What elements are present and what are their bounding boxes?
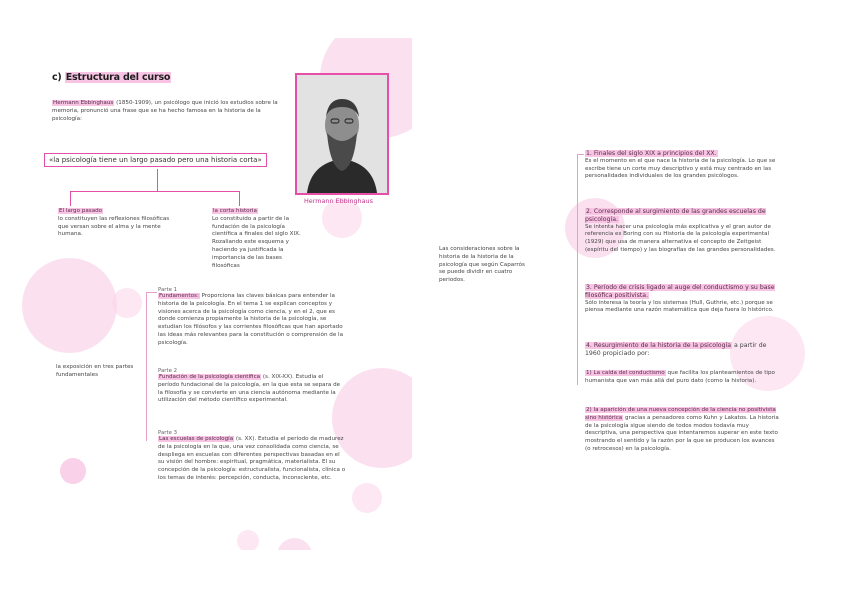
- part-3: [158, 430, 346, 483]
- short-history-block: [212, 208, 302, 270]
- connector-horizontal: [70, 191, 240, 192]
- period-3-text: Sólo interesa la teoría y los sistemas (Hull, Guthrie, etc.) porque se piensa mediante una razón matemática que deja fuera lo histórico.: [585, 299, 774, 314]
- decor-circle: [112, 288, 142, 318]
- short-history-text: Lo constituido a partir de la fundación de la psicología científica a finales del siglo XIX. Rozaliando este esquema y haciendo ya justificada la importancia de las bases filosóficas: [212, 215, 301, 269]
- part-3-label: Parte 3: [158, 430, 178, 436]
- factor-1-body: [585, 370, 781, 386]
- part-2-body: [158, 374, 346, 405]
- intro-paragraph: [52, 100, 290, 123]
- title-prefix: c): [52, 72, 62, 83]
- period-2-head: 2. Corresponde al surgimiento de las grandes escuelas de psicología.: [585, 208, 766, 223]
- part-3-head: Las escuelas de psicología: [159, 436, 234, 442]
- decor-circle: [237, 530, 259, 550]
- part-2-label: Parte 2: [158, 368, 178, 374]
- connector-right: [239, 191, 240, 206]
- part-1-label: Parte 1: [158, 287, 178, 293]
- decor-circle: [352, 483, 382, 513]
- decor-circle: [277, 538, 312, 550]
- parts-label: la exposición en tres partes fundamentales: [56, 364, 134, 378]
- connector-left: [70, 191, 71, 206]
- factor-2-text: gracias a pensadores como Kuhn y Lakatos. La historia de la psicología sigue siendo de todos modos todavía muy descriptiva, una perspectiva que intentaremos superar en este texto mostrando el sentido y la razón por la que se producen los avances (o retrocesos) en la psicología.: [585, 414, 779, 452]
- period-2-text: Se intenta hacer una psicología más explicativa y el gran autor de referencia es Boring con su Historia de la psicología experimental (1929) que usa de manera alternativa el concepto de Zeitgeist (espíritu del tiempo) y las biografías de las grandes personalidades.: [585, 223, 776, 253]
- period-1-text: Es el momento en el que nace la historia de la psicología. Lo que se escribe tiene un corte muy descriptivo y está muy centrado en las personalidades individuales de los grandes psicólogos.: [585, 157, 776, 180]
- part-2: [158, 368, 346, 405]
- period-4: [585, 342, 781, 358]
- period-3-head-row: [585, 284, 781, 300]
- factor-1-head: 1) La caída del conductismo: [586, 370, 665, 376]
- quote-box: «la psicología tiene un largo pasado pero una historia corta»: [44, 153, 267, 167]
- part-2-text: (s. XIX-XX). Estudia el período fundacional de la psicología, en la que esta se separa de la filosofía y se convierte en una ciencia autónoma mediante la utilización del método científico experimental.: [158, 374, 341, 404]
- factor-1: [585, 370, 781, 386]
- period-4-head: 4. Resurgimiento de la historia de la psicología: [586, 342, 732, 349]
- part-3-body: [158, 436, 346, 483]
- right-page: [425, 38, 825, 550]
- section-title: [52, 72, 171, 83]
- connector-vertical: [157, 169, 158, 191]
- part-3-text: (s. XX). Estudia el período de madurez de la psicología en la que, una vez consolidada como ciencia, se despliega en escuelas con diferentes perspectivas basadas en el su visión del hombre: espiritual, pragmática, materialista. El su concepción de la psicología: estructuralista, funcionalista, clínica o los temas de interés: percepción, conducta, inconsciente, etc.: [158, 436, 346, 481]
- short-history-label: la corta historia: [213, 208, 257, 214]
- period-1-head-row: [585, 150, 781, 158]
- factor-1-text: que facilita los planteamientos de tipo humanista que van más allá del puro dato (como la historia).: [585, 370, 775, 384]
- period-1-head: 1. Finales del siglo XIX a principios del XX.: [586, 150, 717, 157]
- decor-circle: [22, 258, 117, 353]
- decor-circle: [60, 458, 86, 484]
- period-3: [585, 284, 781, 315]
- long-past-label: El largo pasado: [59, 208, 103, 214]
- parts-bracket: [146, 292, 157, 441]
- part-1-body: [158, 293, 346, 348]
- long-past-text: lo constituyen las reflexiones filosóficas que versan sobre el alma y la mente humana.: [58, 215, 170, 238]
- factor-2-head: 2) la aparición de una nueva concepción de la ciencia no positivista sino histórica: [585, 407, 776, 421]
- periods-bracket: [577, 154, 584, 385]
- long-past-block: [58, 208, 178, 239]
- period-4-head-row: [585, 342, 781, 358]
- part-1-text: Proporciona las claves básicas para entender la historia de la psicología. En el tema 1 se explican conceptos y visiones acerca de la psicología como ciencia, y en el 2, que es donde comienza propiamente la historia de la psicología, se estudian los filósofos y las corrientes filosóficas que han aportado las ideas más relevantes para la constitución o comprensión de la psicología.: [158, 293, 344, 346]
- part-1: [158, 287, 346, 348]
- intro-name: Hermann Ebbinghaus: [53, 100, 114, 106]
- period-2: [585, 208, 781, 255]
- photo-caption: Hermann Ebbinghaus: [304, 197, 373, 205]
- period-2-head-row: [585, 208, 781, 224]
- title-text: Estructura del curso: [65, 72, 171, 83]
- period-3-head: 3. Período de crisis ligado al auge del conductismo y su base filosófica positivista.: [585, 284, 775, 299]
- portrait-photo: [295, 73, 389, 195]
- factor-2: [585, 407, 781, 454]
- intro-text: (1850-1909), un psicólogo que inició los estudios sobre la memoria, pronunció una frase que se ha hecho famosa en la historia de la psicología:: [52, 100, 278, 122]
- portrait-image: [297, 75, 387, 193]
- factor-2-body: [585, 407, 781, 454]
- part-1-head: Fundamentos:: [159, 293, 199, 299]
- period-4-text: a partir de 1960 propiciado por:: [585, 342, 767, 357]
- period-1: [585, 150, 781, 181]
- left-page: [22, 38, 412, 550]
- periods-intro: Las consideraciones sobre la historia de la historia de la psicología que según Caparrós se puede dividir en cuatro periodos.: [439, 246, 525, 284]
- part-2-head: Fundación de la psicología científica: [159, 374, 261, 380]
